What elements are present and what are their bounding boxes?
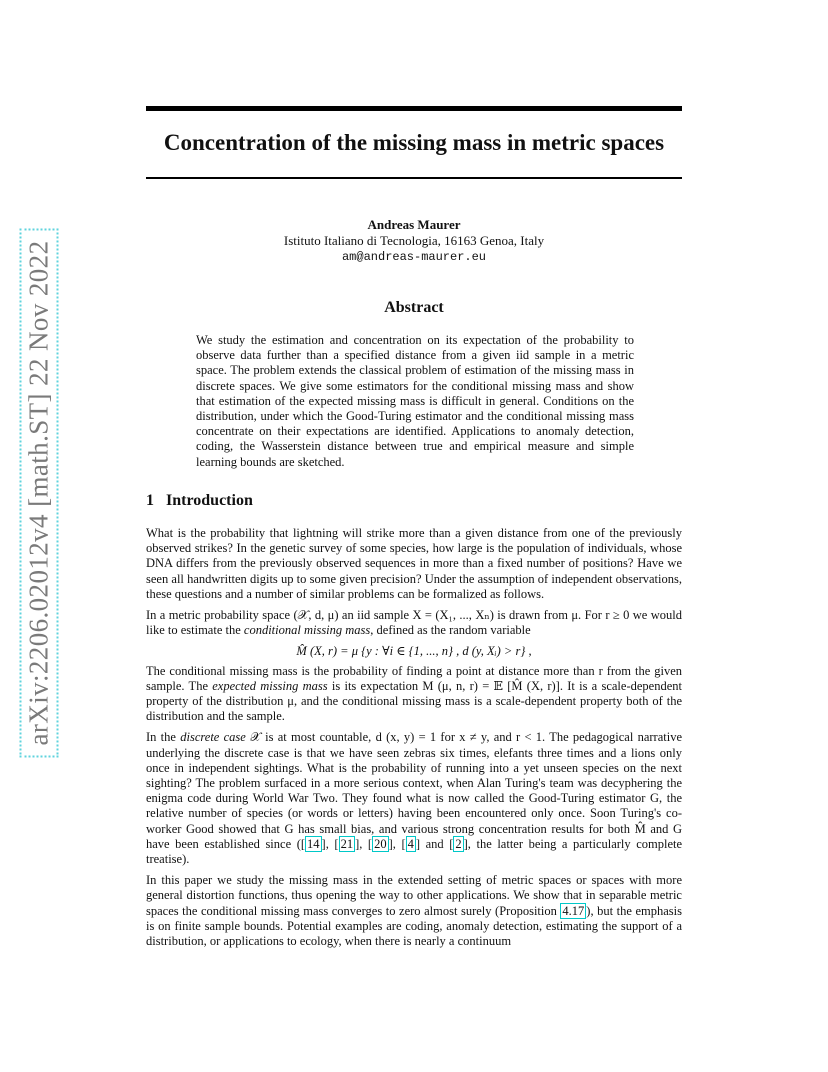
body-text xyxy=(146,526,682,955)
paragraph-2: In a metric probability space (𝒳, d, μ) an iid sample X = (X₁, ..., Xₙ) is drawn from μ. For r ≥ 0 we would like to estimate the conditional missing mass, defined as the random variable xyxy=(146,608,682,638)
paragraph-3: The conditional missing mass is the probability of finding a point at distance more than r from the given sample. The expected missing mass is its expectation M (μ, n, r) = 𝔼 [M̂ (X, r)]. It is a scale-dependent property of the distribution μ, and the conditional missing mass is a scale-dependent property both of the distribution and the sample. xyxy=(146,663,682,724)
author-block xyxy=(146,217,682,265)
paragraph-1: What is the probability that lightning will strike more than a given distance from one of the previously observed strikes? In the genetic survey of some species, how large is the population of individuals, whose DNA differs from the previously observed sequences in more than a fixed number of positions? Have we seen all handwritten digits up to some given precision? Under the assumption of independent observations, these questions and a number of similar problems can be formalized as follows. xyxy=(146,526,682,601)
arxiv-identifier[interactable]: arXiv:2206.02012v4 [math.ST] 22 Nov 2022 xyxy=(20,229,59,758)
paragraph-4: In the discrete case 𝒳 is at most countable, d (x, y) = 1 for x ≠ y, and r < 1. The pedagogical narrative underlying the discrete case is that we have seen zebras six times, elefants three times and a lions only once in independent sightings. What is the probability of running into a yet unseen species on the next sighting? The problem surfaced in a more serious context, when Alan Turing's team was decyphering the enigma code during World War Two. They found what is now called the Good-Turing estimator G, the relative number of species (or words or letters) having been encountered only once. Soon Turing's co-worker Good showed that G has small bias, and various strong concentration results for both M̂ and G have been established since ([ 14 ], [ 21 ], [ 20 ], [ 4 ] and [ 2 ], the latter being a particularly complete treatise). xyxy=(146,730,683,867)
author-affiliation: Istituto Italiano di Tecnologia, 16163 Genoa, Italy xyxy=(283,233,545,248)
section-number: 1 xyxy=(146,492,154,509)
term-expected-missing-mass: expected missing mass xyxy=(212,678,328,693)
equation-conditional-missing-mass: M̂ (X, r) = μ {y : ∀i ∈ {1, ..., n} , d (y, Xᵢ) > r} , xyxy=(296,644,532,659)
citation-link[interactable]: 4 xyxy=(407,836,414,851)
citation-link[interactable]: 21 xyxy=(340,836,354,851)
term-conditional-missing-mass: conditional missing mass xyxy=(243,623,371,638)
paper-title: Concentration of the missing mass in metric spaces xyxy=(163,130,665,155)
paragraph-5: In this paper we study the missing mass in the extended setting of metric spaces or spaces with more general distortion functions, thus opening the way to other applications. We show that in separable metric spaces the conditional missing mass converges to zero almost surely (Proposition 4.17 ), but the emphasis is on finite sample bounds. Potential examples are coding, anomaly detection, estimating the support of a distribution, or applications to ecology, when there is nearly a continuum xyxy=(146,873,682,949)
citation-link[interactable]: 2 xyxy=(455,836,462,851)
proposition-link[interactable]: 4.17 xyxy=(562,903,585,918)
section-heading xyxy=(146,492,253,510)
author-email[interactable]: am@andreas-maurer.eu xyxy=(341,250,487,264)
citation-link[interactable]: 20 xyxy=(374,836,387,851)
citation-list: 14 ], [ 21 ], [ 20 ], [ 4 ] and [ 2 xyxy=(307,836,462,851)
title-rule-top xyxy=(146,106,682,111)
section-title: Introduction xyxy=(166,492,253,509)
title-rule-bottom xyxy=(146,177,682,179)
term-discrete-case: discrete case xyxy=(180,730,246,745)
citation-link[interactable]: 14 xyxy=(307,836,320,851)
arxiv-stamp xyxy=(22,238,56,748)
author-name: Andreas Maurer xyxy=(367,217,461,232)
abstract-text: We study the estimation and concentration on its expectation of the probability to observe data further than a specified distance from a given iid sample in a metric space. The problem extends the classical problem of estimation of the missing mass in discrete spaces. We give some estimators for the conditional missing mass and show that estimation of the expected missing mass is difficult in general. Conditions on the distribution, under which the Good-Turing estimator and the conditional missing mass concentrate on their expectations are identified. Applications to anomaly detection, coding, the Wasserstein distance between true and empirical measure and simple learning bounds are sketched. xyxy=(196,333,634,469)
abstract-heading: Abstract xyxy=(384,299,444,316)
